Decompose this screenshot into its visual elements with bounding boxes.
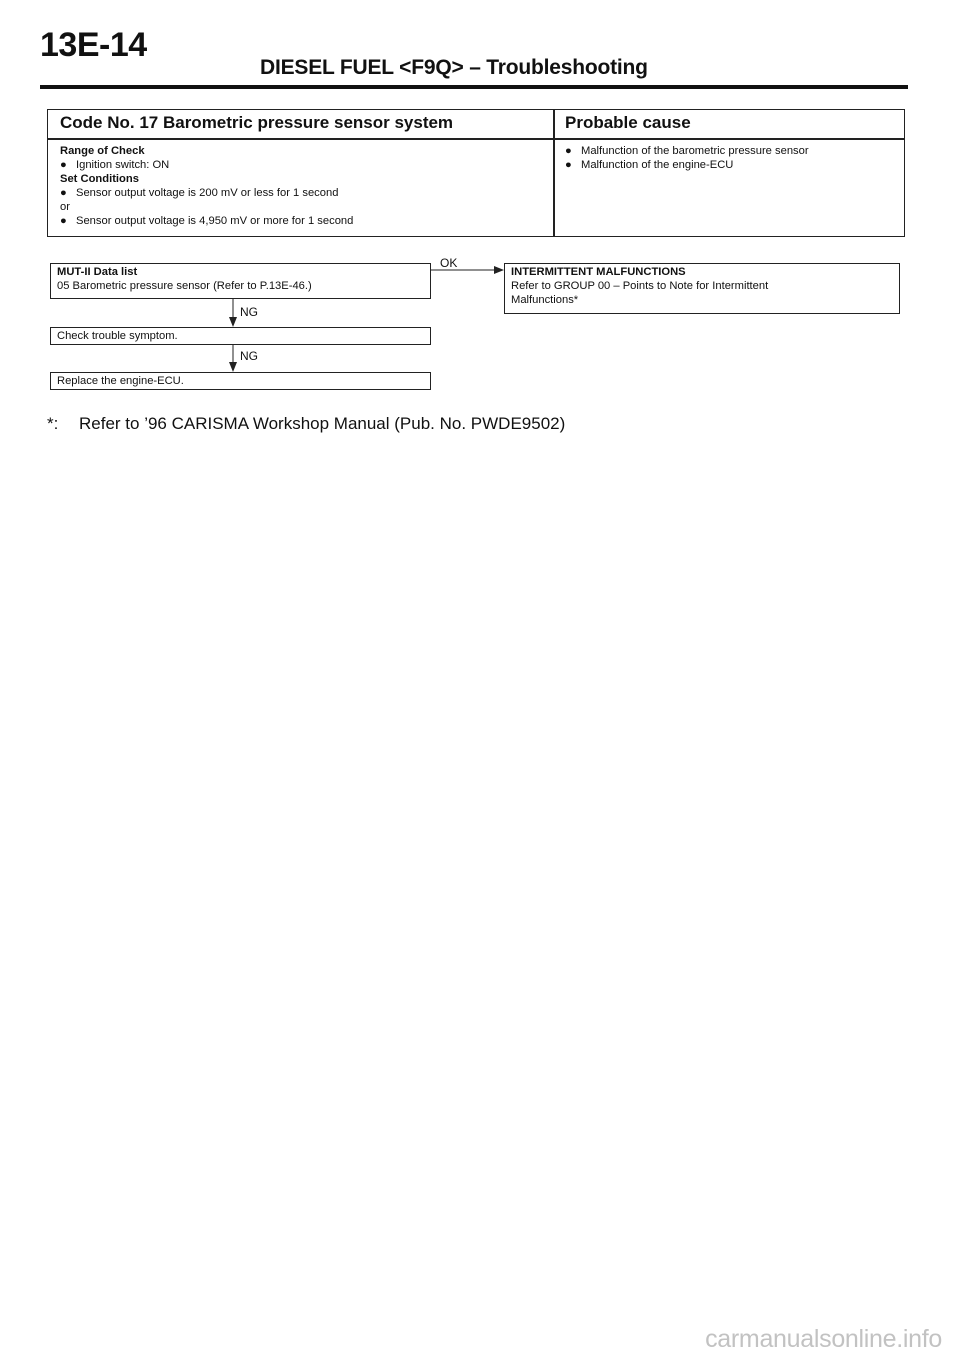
ok-line-1: Refer to GROUP 00 – Points to Note for Intermittent	[511, 280, 769, 292]
footnote	[47, 414, 565, 434]
code-heading: Code No. 17 Barometric pressure sensor system	[60, 113, 454, 132]
replace-ecu-box	[50, 372, 431, 390]
or-text: or	[60, 201, 70, 213]
list-item: ● Malfunction of the barometric pressure sensor	[565, 145, 809, 157]
bullet-icon: ●	[60, 215, 67, 227]
step3-text: Replace the engine-ECU.	[57, 375, 184, 387]
list-item: ● Sensor output voltage is 4,950 mV or more for 1 second	[60, 215, 354, 227]
range-heading: Range of Check	[60, 145, 145, 157]
list-item: ● Ignition switch: ON	[60, 159, 170, 171]
ok-arrow-icon	[494, 266, 504, 274]
cause-heading: Probable cause	[565, 113, 691, 132]
page-number: 13E-14	[40, 26, 147, 64]
intermittent-malfunctions-box	[504, 263, 900, 314]
ok-label: OK	[440, 256, 458, 270]
check-symptom-box	[50, 327, 431, 345]
list-item: ● Sensor output voltage is 200 mV or less for 1 second	[60, 187, 339, 199]
flow-connectors	[0, 0, 960, 420]
mut-data-list-box	[50, 263, 431, 299]
ok-title: INTERMITTENT MALFUNCTIONS	[511, 266, 686, 278]
bullet-icon: ●	[565, 145, 572, 157]
ng-label-1: NG	[240, 305, 258, 319]
bullet-icon: ●	[565, 159, 572, 171]
set-heading: Set Conditions	[60, 173, 139, 185]
step1-text: 05 Barometric pressure sensor (Refer to P.13E-46.)	[57, 280, 312, 292]
ng-label-2: NG	[240, 349, 258, 363]
footnote-marker: *:	[47, 414, 59, 433]
ng1-arrow-icon	[229, 317, 237, 327]
step1-title: MUT-II Data list	[57, 266, 138, 278]
watermark: carmanualsonline.info	[705, 1325, 942, 1353]
ng2-arrow-icon	[229, 362, 237, 372]
list-item: ● Malfunction of the engine-ECU	[565, 159, 734, 171]
step2-text: Check trouble symptom.	[57, 330, 178, 342]
footnote-text: Refer to ’96 CARISMA Workshop Manual (Pub. No. PWDE9502)	[79, 414, 566, 433]
ok-line-2: Malfunctions*	[511, 294, 579, 306]
page-title: DIESEL FUEL <F9Q> – Troubleshooting	[260, 56, 648, 79]
bullet-icon: ●	[60, 187, 67, 199]
bullet-icon: ●	[60, 159, 67, 171]
